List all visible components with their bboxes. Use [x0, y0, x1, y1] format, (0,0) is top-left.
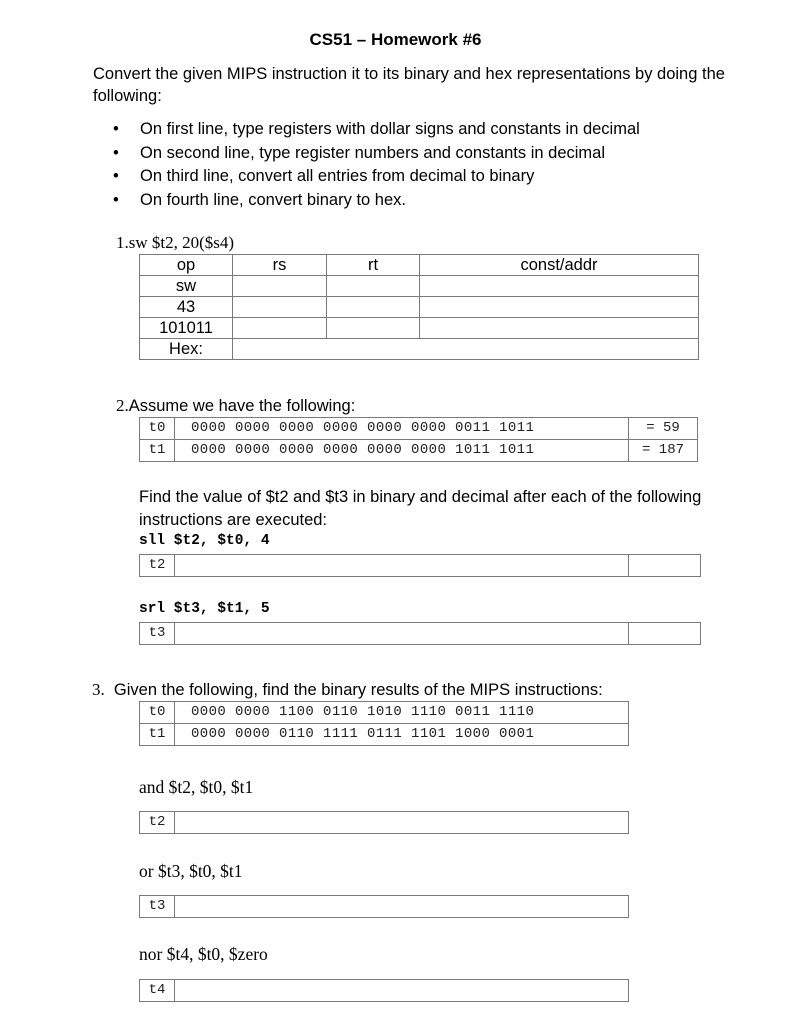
- q3-answer-t2: [139, 811, 629, 834]
- rt-input-cell[interactable]: [327, 276, 420, 297]
- q3-instruction-nor: nor $t4, $t0, $zero: [139, 944, 268, 964]
- q3-instruction-or: or $t3, $t0, $t1: [139, 861, 243, 881]
- rs-input-cell[interactable]: [233, 318, 327, 339]
- rt-input-cell[interactable]: [327, 318, 420, 339]
- instruction-list: [113, 118, 640, 212]
- table-row: [140, 555, 701, 577]
- q3-register-table: [139, 701, 629, 746]
- table-row: [140, 724, 629, 746]
- register-name: t1: [140, 440, 175, 462]
- bullet-item: • On fourth line, convert binary to hex.: [113, 189, 640, 213]
- table-row: [140, 339, 699, 360]
- register-decimal: = 59: [629, 418, 698, 440]
- binary-answer-cell[interactable]: [175, 555, 629, 577]
- q3-heading-text: Given the following, find the binary results of the MIPS instructions:: [113, 681, 603, 699]
- q1-instruction: sw $t2, 20($s4): [128, 233, 235, 252]
- header-const-addr: const/addr: [420, 255, 699, 276]
- register-bits: 0000 0000 0000 0000 0000 0000 1011 1011: [175, 440, 629, 462]
- table-row: [140, 702, 629, 724]
- rs-input-cell[interactable]: [233, 297, 327, 318]
- q1-number: 1.: [116, 233, 129, 252]
- decimal-answer-cell[interactable]: [629, 555, 701, 577]
- header-op: op: [140, 255, 233, 276]
- page-title: CS51 – Homework #6: [309, 30, 482, 49]
- bullet-item: • On first line, type registers with dollar signs and constants in decimal: [113, 118, 640, 142]
- q2-answer-t3: [139, 622, 701, 645]
- table-row: [140, 255, 699, 276]
- table-row: [140, 297, 699, 318]
- answer-label: t3: [140, 896, 175, 918]
- table-row: [140, 276, 699, 297]
- decimal-answer-cell[interactable]: [629, 623, 701, 645]
- op-cell: 43: [140, 297, 233, 318]
- q1-encoding-table: [139, 254, 699, 360]
- q3-answer-t4: [139, 979, 629, 1002]
- q3-heading: [92, 680, 603, 700]
- register-name: t1: [140, 724, 175, 746]
- table-row: [140, 980, 629, 1002]
- register-bits: 0000 0000 0000 0000 0000 0000 0011 1011: [175, 418, 629, 440]
- q2-register-table: [139, 417, 698, 462]
- const-input-cell[interactable]: [420, 297, 699, 318]
- q2-answer-t2: [139, 554, 701, 577]
- rt-input-cell[interactable]: [327, 297, 420, 318]
- table-row: [140, 440, 698, 462]
- q2-instruction-srl: srl $t3, $t1, 5: [139, 601, 270, 617]
- binary-answer-cell[interactable]: [175, 812, 629, 834]
- register-name: t0: [140, 418, 175, 440]
- const-input-cell[interactable]: [420, 276, 699, 297]
- intro-text: Convert the given MIPS instruction it to its binary and hex representations by doing the following:: [93, 65, 725, 105]
- answer-label: t3: [140, 623, 175, 645]
- header-rt: rt: [327, 255, 420, 276]
- table-row: [140, 896, 629, 918]
- register-bits: 0000 0000 0110 1111 0111 1101 1000 0001: [175, 724, 629, 746]
- q1-heading: [116, 233, 234, 253]
- answer-label: t2: [140, 555, 175, 577]
- register-decimal: = 187: [629, 440, 698, 462]
- register-bits: 0000 0000 1100 0110 1010 1110 0011 1110: [175, 702, 629, 724]
- bullet-item: • On third line, convert all entries from decimal to binary: [113, 165, 640, 189]
- q2-heading-text: Assume we have the following:: [128, 397, 356, 415]
- q3-answer-t3: [139, 895, 629, 918]
- rs-input-cell[interactable]: [233, 276, 327, 297]
- hex-label: Hex:: [140, 339, 233, 360]
- table-row: [140, 418, 698, 440]
- register-name: t0: [140, 702, 175, 724]
- q3-number: 3.: [92, 680, 105, 699]
- answer-label: t4: [140, 980, 175, 1002]
- table-row: [140, 318, 699, 339]
- table-row: [140, 623, 701, 645]
- binary-answer-cell[interactable]: [175, 623, 629, 645]
- binary-answer-cell[interactable]: [175, 896, 629, 918]
- q2-heading: [116, 396, 355, 416]
- op-cell: 101011: [140, 318, 233, 339]
- q3-instruction-and: and $t2, $t0, $t1: [139, 777, 254, 797]
- q2-instruction-sll: sll $t2, $t0, 4: [139, 533, 270, 549]
- hex-input-cell[interactable]: [233, 339, 699, 360]
- q2-prompt: Find the value of $t2 and $t3 in binary and decimal after each of the following instructions are executed:: [139, 488, 702, 529]
- header-rs: rs: [233, 255, 327, 276]
- table-row: [140, 812, 629, 834]
- answer-label: t2: [140, 812, 175, 834]
- op-cell: sw: [140, 276, 233, 297]
- bullet-item: • On second line, type register numbers and constants in decimal: [113, 142, 640, 166]
- const-input-cell[interactable]: [420, 318, 699, 339]
- q2-number: 2.: [116, 396, 129, 415]
- binary-answer-cell[interactable]: [175, 980, 629, 1002]
